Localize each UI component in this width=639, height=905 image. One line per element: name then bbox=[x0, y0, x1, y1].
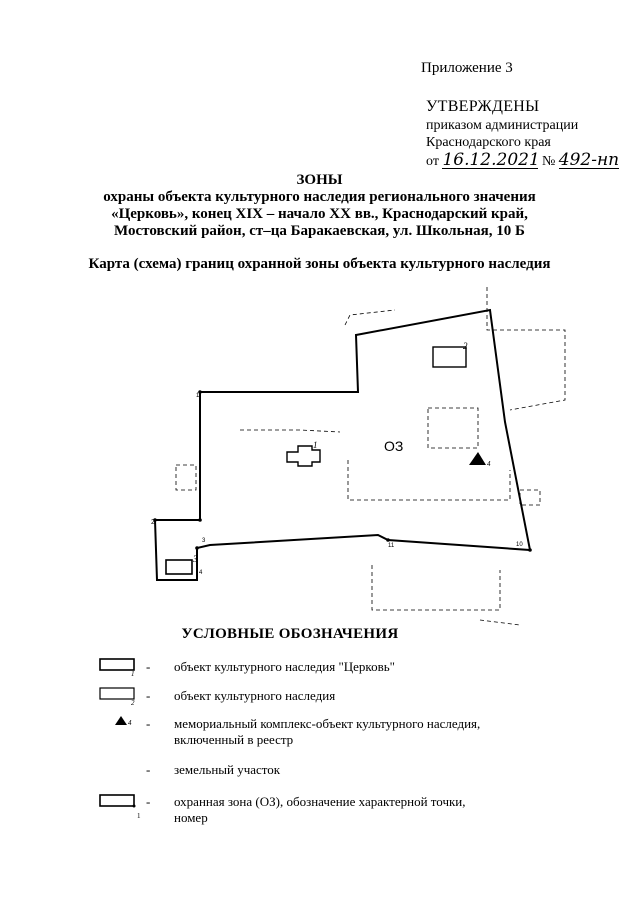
title-zones: ЗОНЫ bbox=[296, 172, 343, 188]
object-number-4: 4 bbox=[487, 460, 491, 468]
object-number-1: 1 bbox=[313, 440, 318, 450]
title-line-3: «Церковь», конец XIX – начало XX вв., Краснодарский край, bbox=[111, 206, 528, 222]
point-number-4: 4 bbox=[199, 570, 203, 576]
point-number-2: 2 bbox=[151, 519, 155, 526]
legend-text-memorial-1: мемориальный комплекс-объект культурного наследия, bbox=[174, 716, 481, 731]
date-prefix: от bbox=[426, 154, 439, 169]
legend-title: УСЛОВНЫЕ ОБОЗНАЧЕНИЯ bbox=[181, 626, 399, 642]
number-prefix: № bbox=[541, 154, 556, 169]
legend-church-symbol bbox=[100, 659, 134, 670]
legend-symbol-number-2: 2 bbox=[131, 699, 135, 707]
legend-zone-vertex bbox=[133, 805, 136, 808]
legend-text-memorial-2: включенный в реестр bbox=[174, 732, 294, 747]
approved-by-line-2: Краснодарского края bbox=[426, 135, 551, 150]
map-caption: Карта (схема) границ охранной зоны объекта культурного наследия bbox=[88, 256, 551, 272]
legend-dash-1: - bbox=[146, 659, 151, 674]
object-number-3: 3 bbox=[193, 554, 198, 564]
legend-symbol-number-1: 1 bbox=[131, 670, 135, 678]
legend-memorial-icon bbox=[115, 716, 127, 725]
title-line-4: Мостовский район, ст–ца Баракаевская, ул. Школьная, 10 Б bbox=[114, 223, 525, 239]
legend-symbol-number-zone: 1 bbox=[137, 812, 141, 820]
number-value: 492-нп bbox=[558, 150, 620, 170]
legend-text-zone-2: номер bbox=[174, 810, 208, 825]
point-number-11: 11 bbox=[388, 543, 395, 549]
legend-symbol-number-4: 4 bbox=[128, 719, 132, 727]
legend-dash-5: - bbox=[146, 794, 151, 809]
title-line-2: охраны объекта культурного наследия регионального значения bbox=[103, 189, 536, 205]
legend-dash-4: - bbox=[146, 762, 151, 777]
date-value: 16.12.2021 bbox=[442, 150, 540, 170]
approved-heading: УТВЕРЖДЕНЫ bbox=[426, 98, 540, 115]
appendix-label: Приложение 3 bbox=[421, 60, 513, 76]
point-number-1: 1 bbox=[196, 393, 200, 399]
zone-label: ОЗ bbox=[384, 438, 404, 454]
point-number-10: 10 bbox=[516, 542, 523, 548]
object-number-2: 2 bbox=[463, 341, 468, 351]
legend-dash-3: - bbox=[146, 716, 151, 731]
legend-text-zone-1: охранная зона (ОЗ), обозначение характерной точки, bbox=[174, 794, 466, 809]
legend-zone-symbol bbox=[100, 795, 134, 806]
legend-dash-2: - bbox=[146, 688, 151, 703]
legend-text-heritage: объект культурного наследия bbox=[174, 688, 336, 703]
legend-text-church: объект культурного наследия "Церковь" bbox=[174, 659, 395, 674]
point-number-3: 3 bbox=[202, 538, 206, 544]
legend-text-land-plot: земельный участок bbox=[174, 762, 281, 777]
legend-heritage-symbol bbox=[100, 688, 134, 699]
approved-by-line-1: приказом администрации bbox=[426, 118, 579, 133]
